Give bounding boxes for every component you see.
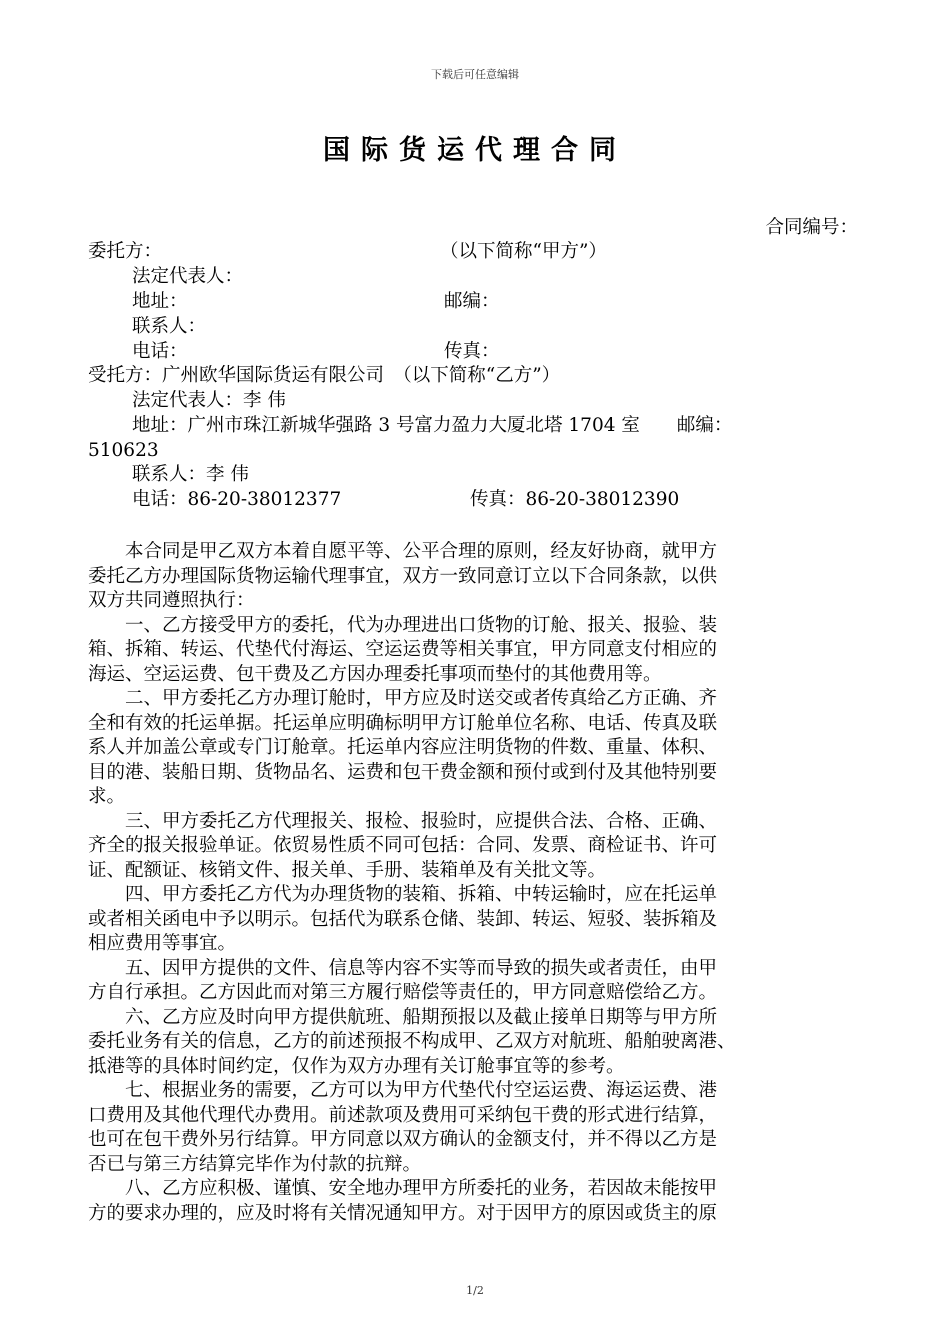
body-line: 否已与第三方结算完毕作为付款的抗辩。: [88, 1153, 422, 1175]
body-line: 目的港、装船日期、货物品名、运费和包干费金额和预付或到付及其他特别要: [88, 761, 718, 783]
party-a-fax: 传真：: [444, 341, 500, 362]
page-number: 1/2: [466, 1284, 484, 1297]
body-line: 或者相关函电中予以明示。包括代为联系仓储、装卸、转运、短驳、装拆箱及: [88, 908, 718, 930]
contract-body: [88, 540, 863, 1226]
body-line: 一、乙方接受甲方的委托，代为办理进出口货物的订舱、报关、报验、装: [88, 614, 718, 636]
party-a-postcode: 邮编：: [444, 291, 500, 312]
body-line: 七、根据业务的需要，乙方可以为甲方代垫代付空运运费、海运运费、港: [88, 1080, 718, 1101]
party-a-phone: 电话：: [132, 341, 188, 362]
body-line: 箱、拆箱、转运、代垫代付海运、空运运费等相关事宜，甲方同意支付相应的: [88, 639, 718, 660]
party-a-alias: （以下简称“甲方”）: [440, 241, 607, 262]
body-line: 方自行承担。乙方因此而对第三方履行赔偿等责任的，甲方同意赔偿给乙方。: [88, 982, 718, 1003]
body-line: 也可在包干费外另行结算。甲方同意以双方确认的金额支付，并不得以乙方是: [88, 1129, 718, 1150]
party-b-phone: 电话：86-20-38012377: [132, 489, 342, 510]
body-line: 求。: [88, 786, 126, 807]
body-line: 六、乙方应及时向甲方提供航班、船期预报以及截止接单日期等与甲方所: [88, 1006, 718, 1028]
body-line: 齐全的报关报验单证。依贸易性质不同可包括：合同、发票、商检证书、许可: [88, 835, 718, 856]
party-a-legal-rep: 法定代表人：: [132, 266, 244, 287]
body-line: 海运、空运运费、包干费及乙方因办理委托事项而垫付的其他费用等。: [88, 663, 662, 685]
body-line: 委托业务有关的信息，乙方的前述预报不构成甲、乙双方对航班、船舶驶离港、: [88, 1031, 736, 1052]
body-line: 口费用及其他代理代办费用。前述款项及费用可采纳包干费的形式进行结算，: [88, 1104, 718, 1126]
body-line: 四、甲方委托乙方代为办理货物的装箱、拆箱、中转运输时，应在托运单: [88, 884, 718, 905]
body-line: 双方共同遵照执行：: [88, 590, 255, 611]
party-b-label: 受托方：广州欧华国际货运有限公司 （以下简称“乙方”）: [88, 365, 561, 386]
party-a-contact: 联系人：: [132, 316, 207, 337]
party-b-legal-rep: 法定代表人：李 伟: [132, 390, 286, 411]
body-line: 证、配额证、核销文件、报关单、手册、装箱单及有关批文等。: [88, 859, 607, 881]
body-line: 方的要求办理的，应及时将有关情况通知甲方。对于因甲方的原因或货主的原: [88, 1202, 718, 1224]
body-line: 全和有效的托运单据。托运单应明确标明甲方订舱单位名称、电话、传真及联: [88, 712, 718, 734]
party-b-postcode: 510623: [88, 440, 159, 461]
header-note: 下载后可任意编辑: [431, 68, 519, 81]
party-b-contact: 联系人：李 伟: [132, 464, 249, 485]
body-line: 相应费用等事宜。: [88, 933, 237, 954]
body-line: 三、甲方委托乙方代理报关、报检、报验时，应提供合法、合格、正确、: [88, 810, 718, 832]
party-a-label: 委托方：: [88, 241, 163, 262]
body-line: 委托乙方办理国际货物运输代理事宜，双方一致同意订立以下合同条款，以供: [88, 565, 718, 587]
party-b-fax: 传真：86-20-38012390: [470, 489, 680, 510]
body-line: 五、因甲方提供的文件、信息等内容不实等而导致的损失或者责任，由甲: [88, 957, 718, 979]
body-line: 本合同是甲乙双方本着自愿平等、公平合理的原则，经友好协商，就甲方: [88, 541, 718, 562]
body-line: 八、乙方应积极、谨慎、安全地办理甲方所委托的业务，若因故未能按甲: [88, 1178, 718, 1199]
contract-number-label: 合同编号：: [765, 217, 858, 238]
body-line: 二、甲方委托乙方办理订舱时，甲方应及时送交或者传真给乙方正确、齐: [88, 688, 718, 709]
party-a-address: 地址：: [132, 291, 188, 312]
party-b-address: 地址：广州市珠江新城华强路 3 号富力盈力大厦北塔 1704 室 邮编：: [132, 415, 733, 436]
body-line: 抵港等的具体时间约定，仅作为双方办理有关订舱事宜等的参考。: [88, 1055, 625, 1077]
body-line: 系人并加盖公章或专门订舱章。托运单内容应注明货物的件数、重量、体积、: [88, 737, 718, 758]
document-title: 国际货运代理合同: [323, 135, 627, 166]
